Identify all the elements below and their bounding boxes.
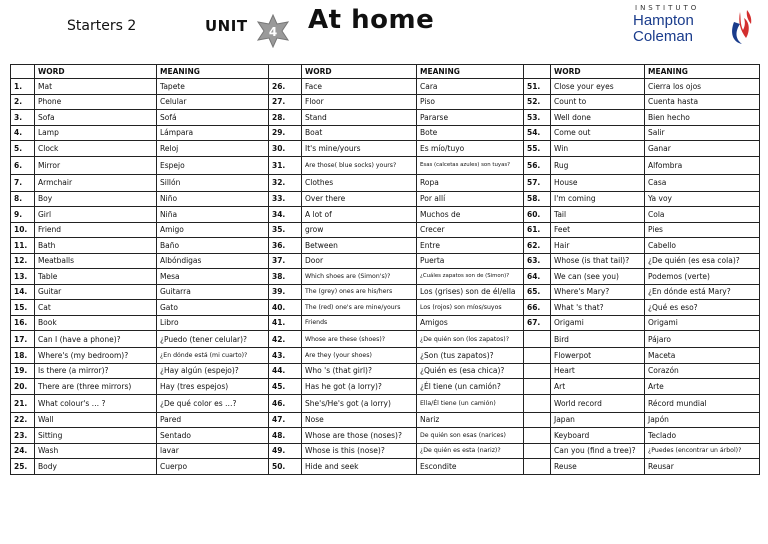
course-name: Starters 2 [67, 18, 137, 34]
table-row [11, 331, 760, 348]
item-number: 31. [269, 156, 302, 174]
table-row [11, 315, 760, 331]
word-cell: Friends [302, 315, 417, 331]
item-number: 60. [524, 207, 551, 223]
item-number: 24. [11, 443, 35, 459]
item-number: 58. [524, 191, 551, 207]
word-cell: Reuse [551, 459, 645, 475]
table-row [11, 269, 760, 285]
item-number: 22. [11, 412, 35, 428]
logo-line-1: INSTITUTO [635, 4, 700, 12]
meaning-cell: Bien hecho [645, 110, 760, 126]
logo-line-3: Coleman [633, 28, 694, 45]
item-number: 18. [11, 348, 35, 364]
item-number: 23. [11, 428, 35, 444]
meaning-cell: Casa [645, 174, 760, 191]
word-cell: Heart [551, 363, 645, 379]
word-cell: Come out [551, 125, 645, 141]
word-cell: Mat [35, 79, 157, 95]
meaning-cell: ¿De quién (es esa cola)? [645, 253, 760, 269]
word-cell: Stand [302, 110, 417, 126]
item-number: 45. [269, 379, 302, 395]
meaning-cell: Sofá [157, 110, 269, 126]
word-cell: Wall [35, 412, 157, 428]
word-cell: Tail [551, 207, 645, 223]
word-cell: Phone [35, 94, 157, 110]
table-row [11, 379, 760, 395]
word-cell: Whose (is that tail)? [551, 253, 645, 269]
table-row [11, 459, 760, 475]
table-row [11, 363, 760, 379]
word-cell: Clothes [302, 174, 417, 191]
meaning-cell: ¿De quién es esta (nariz)? [417, 443, 524, 459]
word-cell: It's mine/yours [302, 141, 417, 157]
item-number: 66. [524, 300, 551, 316]
item-number: 36. [269, 238, 302, 254]
item-number: 37. [269, 253, 302, 269]
meaning-cell: Los (rojos) son míos/suyos [417, 300, 524, 316]
meaning-cell: Bote [417, 125, 524, 141]
word-cell: The (grey) ones are his/hers [302, 284, 417, 300]
item-number: 4. [11, 125, 35, 141]
word-cell: Can I (have a phone)? [35, 331, 157, 348]
item-number: 63. [524, 253, 551, 269]
word-cell: Table [35, 269, 157, 285]
meaning-cell: Podemos (verte) [645, 269, 760, 285]
item-number: 46. [269, 394, 302, 412]
word-cell: Keyboard [551, 428, 645, 444]
table-row [11, 110, 760, 126]
table-row [11, 174, 760, 191]
meaning-header: MEANING [417, 65, 524, 79]
meaning-cell: Ganar [645, 141, 760, 157]
item-number: 21. [11, 394, 35, 412]
meaning-cell: Niño [157, 191, 269, 207]
unit-number-badge [255, 14, 291, 48]
meaning-cell: Alfombra [645, 156, 760, 174]
meaning-cell: Pararse [417, 110, 524, 126]
table-row [11, 284, 760, 300]
word-cell: Whose are these (shoes)? [302, 331, 417, 348]
meaning-cell: Espejo [157, 156, 269, 174]
item-number: 44. [269, 363, 302, 379]
word-cell: Clock [35, 141, 157, 157]
item-number: 27. [269, 94, 302, 110]
meaning-cell: Pájaro [645, 331, 760, 348]
meaning-cell: Amigos [417, 315, 524, 331]
word-cell: Girl [35, 207, 157, 223]
word-cell: Origami [551, 315, 645, 331]
meaning-cell: Origami [645, 315, 760, 331]
word-cell: Whose are those (noses)? [302, 428, 417, 444]
item-number [524, 348, 551, 364]
meaning-cell: Es mío/tuyo [417, 141, 524, 157]
item-number: 26. [269, 79, 302, 95]
item-number: 41. [269, 315, 302, 331]
word-cell: Has he got (a lorry)? [302, 379, 417, 395]
item-number: 64. [524, 269, 551, 285]
meaning-cell: Sentado [157, 428, 269, 444]
word-cell: grow [302, 222, 417, 238]
word-cell: Door [302, 253, 417, 269]
item-number: 19. [11, 363, 35, 379]
meaning-cell: lavar [157, 443, 269, 459]
meaning-cell: Cabello [645, 238, 760, 254]
word-cell: House [551, 174, 645, 191]
word-cell: Win [551, 141, 645, 157]
word-cell: I'm coming [551, 191, 645, 207]
meaning-cell: Albóndigas [157, 253, 269, 269]
item-number: 39. [269, 284, 302, 300]
meaning-cell: Ropa [417, 174, 524, 191]
item-number: 1. [11, 79, 35, 95]
item-number: 30. [269, 141, 302, 157]
word-cell: Nose [302, 412, 417, 428]
meaning-cell: Nariz [417, 412, 524, 428]
page-title: At home [308, 5, 435, 35]
table-row [11, 94, 760, 110]
item-number: 11. [11, 238, 35, 254]
unit-number: 4 [268, 25, 278, 39]
word-cell: The (red) one's are mine/yours [302, 300, 417, 316]
table-row [11, 191, 760, 207]
word-cell: Where's Mary? [551, 284, 645, 300]
meaning-cell: Sillón [157, 174, 269, 191]
item-number [524, 331, 551, 348]
meaning-cell: Cola [645, 207, 760, 223]
word-cell: Are they (your shoes) [302, 348, 417, 364]
item-number: 34. [269, 207, 302, 223]
item-number: 57. [524, 174, 551, 191]
flame-icon [728, 8, 754, 46]
item-number [524, 412, 551, 428]
word-cell: Art [551, 379, 645, 395]
meaning-cell: ¿Quién es (esa chica)? [417, 363, 524, 379]
word-cell: Sofa [35, 110, 157, 126]
item-number: 28. [269, 110, 302, 126]
word-cell: Which shoes are (Simon's)? [302, 269, 417, 285]
table-row [11, 412, 760, 428]
meaning-cell: ¿De qué color es …? [157, 394, 269, 412]
word-cell: Boat [302, 125, 417, 141]
meaning-cell: Entre [417, 238, 524, 254]
meaning-cell: ¿Cuáles zapatos son de (Simon)? [417, 269, 524, 285]
word-cell: Between [302, 238, 417, 254]
number-header [524, 65, 551, 79]
meaning-cell: Ya voy [645, 191, 760, 207]
item-number: 55. [524, 141, 551, 157]
item-number [524, 363, 551, 379]
item-number: 56. [524, 156, 551, 174]
word-cell: Well done [551, 110, 645, 126]
meaning-cell: Cuerpo [157, 459, 269, 475]
item-number: 15. [11, 300, 35, 316]
word-cell: Bird [551, 331, 645, 348]
meaning-cell: ¿Qué es eso? [645, 300, 760, 316]
worksheet-header [0, 0, 768, 62]
word-cell: Flowerpot [551, 348, 645, 364]
table-row [11, 300, 760, 316]
table-row [11, 207, 760, 223]
table-row [11, 428, 760, 444]
number-header [269, 65, 302, 79]
item-number: 51. [524, 79, 551, 95]
item-number: 9. [11, 207, 35, 223]
item-number: 25. [11, 459, 35, 475]
word-cell: Where's (my bedroom)? [35, 348, 157, 364]
word-cell: Guitar [35, 284, 157, 300]
meaning-cell: Japón [645, 412, 760, 428]
meaning-cell: Lámpara [157, 125, 269, 141]
item-number [524, 379, 551, 395]
item-number: 65. [524, 284, 551, 300]
table-row [11, 238, 760, 254]
meaning-cell: Los (grises) son de él/ella [417, 284, 524, 300]
item-number: 14. [11, 284, 35, 300]
unit-label: UNIT [205, 17, 248, 35]
item-number: 49. [269, 443, 302, 459]
meaning-cell: Libro [157, 315, 269, 331]
meaning-cell: Amigo [157, 222, 269, 238]
meaning-cell: ¿Puedo (tener celular)? [157, 331, 269, 348]
item-number: 48. [269, 428, 302, 444]
item-number: 54. [524, 125, 551, 141]
item-number: 5. [11, 141, 35, 157]
meaning-cell: ¿Él tiene (un camión? [417, 379, 524, 395]
item-number: 12. [11, 253, 35, 269]
item-number: 43. [269, 348, 302, 364]
meaning-cell: Esas (calcetas azules) son tuyas? [417, 156, 524, 174]
item-number: 6. [11, 156, 35, 174]
item-number: 13. [11, 269, 35, 285]
item-number: 50. [269, 459, 302, 475]
vocabulary-table [10, 64, 760, 475]
table-row [11, 141, 760, 157]
item-number: 2. [11, 94, 35, 110]
word-cell: Floor [302, 94, 417, 110]
word-cell: Mirror [35, 156, 157, 174]
meaning-cell: Tapete [157, 79, 269, 95]
meaning-cell: Crecer [417, 222, 524, 238]
word-cell: Can you (find a tree)? [551, 443, 645, 459]
item-number: 32. [269, 174, 302, 191]
meaning-cell: ¿Hay algún (espejo)? [157, 363, 269, 379]
meaning-cell: Corazón [645, 363, 760, 379]
word-cell: Who 's (that girl)? [302, 363, 417, 379]
item-number: 10. [11, 222, 35, 238]
meaning-cell: Ella/Él tiene (un camión) [417, 394, 524, 412]
meaning-header: MEANING [157, 65, 269, 79]
meaning-cell: Gato [157, 300, 269, 316]
meaning-cell: Reusar [645, 459, 760, 475]
word-cell: Rug [551, 156, 645, 174]
table-row [11, 443, 760, 459]
item-number: 38. [269, 269, 302, 285]
word-cell: Japan [551, 412, 645, 428]
meaning-cell: ¿Son (tus zapatos)? [417, 348, 524, 364]
table-row [11, 79, 760, 95]
item-number: 62. [524, 238, 551, 254]
word-cell: There are (three mirrors) [35, 379, 157, 395]
word-cell: We can (see you) [551, 269, 645, 285]
item-number: 16. [11, 315, 35, 331]
word-cell: Book [35, 315, 157, 331]
word-cell: Over there [302, 191, 417, 207]
meaning-cell: ¿Puedes (encontrar un árbol)? [645, 443, 760, 459]
item-number: 35. [269, 222, 302, 238]
item-number: 52. [524, 94, 551, 110]
meaning-cell: Hay (tres espejos) [157, 379, 269, 395]
table-row [11, 222, 760, 238]
meaning-cell: ¿En dónde está (mi cuarto)? [157, 348, 269, 364]
word-cell: She's/He's got (a lorry) [302, 394, 417, 412]
item-number [524, 443, 551, 459]
meaning-cell: Escondite [417, 459, 524, 475]
word-cell: Count to [551, 94, 645, 110]
word-header: WORD [302, 65, 417, 79]
item-number: 7. [11, 174, 35, 191]
meaning-cell: Baño [157, 238, 269, 254]
meaning-cell: ¿En dónde está Mary? [645, 284, 760, 300]
meaning-cell: Por allí [417, 191, 524, 207]
word-cell: What colour's … ? [35, 394, 157, 412]
table-row [11, 348, 760, 364]
meaning-cell: Reloj [157, 141, 269, 157]
item-number: 29. [269, 125, 302, 141]
meaning-cell: Salir [645, 125, 760, 141]
word-cell: Bath [35, 238, 157, 254]
item-number [524, 428, 551, 444]
meaning-cell: ¿De quién son (los zapatos)? [417, 331, 524, 348]
item-number: 47. [269, 412, 302, 428]
item-number: 3. [11, 110, 35, 126]
word-cell: World record [551, 394, 645, 412]
item-number: 42. [269, 331, 302, 348]
meaning-cell: Piso [417, 94, 524, 110]
word-cell: Lamp [35, 125, 157, 141]
word-cell: Hair [551, 238, 645, 254]
word-cell: Close your eyes [551, 79, 645, 95]
meaning-cell: Pies [645, 222, 760, 238]
item-number: 40. [269, 300, 302, 316]
meaning-cell: Puerta [417, 253, 524, 269]
word-cell: A lot of [302, 207, 417, 223]
meaning-cell: Teclado [645, 428, 760, 444]
word-cell: Meatballs [35, 253, 157, 269]
word-header: WORD [35, 65, 157, 79]
word-cell: Feet [551, 222, 645, 238]
meaning-cell: Muchos de [417, 207, 524, 223]
meaning-cell: Celular [157, 94, 269, 110]
meaning-header: MEANING [645, 65, 760, 79]
meaning-cell: Guitarra [157, 284, 269, 300]
table-row [11, 394, 760, 412]
meaning-cell: De quién son esas (narices) [417, 428, 524, 444]
number-header [11, 65, 35, 79]
table-row [11, 125, 760, 141]
item-number: 61. [524, 222, 551, 238]
word-header: WORD [551, 65, 645, 79]
meaning-cell: Cierra los ojos [645, 79, 760, 95]
word-cell: Body [35, 459, 157, 475]
meaning-cell: Mesa [157, 269, 269, 285]
item-number [524, 394, 551, 412]
word-cell: Cat [35, 300, 157, 316]
item-number [524, 459, 551, 475]
word-cell: Whose is this (nose)? [302, 443, 417, 459]
word-cell: Armchair [35, 174, 157, 191]
table-header-row [11, 65, 760, 79]
meaning-cell: Arte [645, 379, 760, 395]
meaning-cell: Niña [157, 207, 269, 223]
meaning-cell: Cuenta hasta [645, 94, 760, 110]
item-number: 67. [524, 315, 551, 331]
word-cell: Is there (a mirror)? [35, 363, 157, 379]
table-row [11, 156, 760, 174]
word-cell: Sitting [35, 428, 157, 444]
table-row [11, 253, 760, 269]
word-cell: Face [302, 79, 417, 95]
item-number: 33. [269, 191, 302, 207]
meaning-cell: Pared [157, 412, 269, 428]
word-cell: Wash [35, 443, 157, 459]
word-cell: Friend [35, 222, 157, 238]
meaning-cell: Cara [417, 79, 524, 95]
institute-logo [630, 4, 760, 48]
word-cell: Are those( blue socks) yours? [302, 156, 417, 174]
item-number: 17. [11, 331, 35, 348]
item-number: 20. [11, 379, 35, 395]
logo-line-2: Hampton [633, 12, 694, 29]
word-cell: Boy [35, 191, 157, 207]
item-number: 8. [11, 191, 35, 207]
word-cell: What 's that? [551, 300, 645, 316]
meaning-cell: Maceta [645, 348, 760, 364]
item-number: 53. [524, 110, 551, 126]
word-cell: Hide and seek [302, 459, 417, 475]
meaning-cell: Récord mundial [645, 394, 760, 412]
